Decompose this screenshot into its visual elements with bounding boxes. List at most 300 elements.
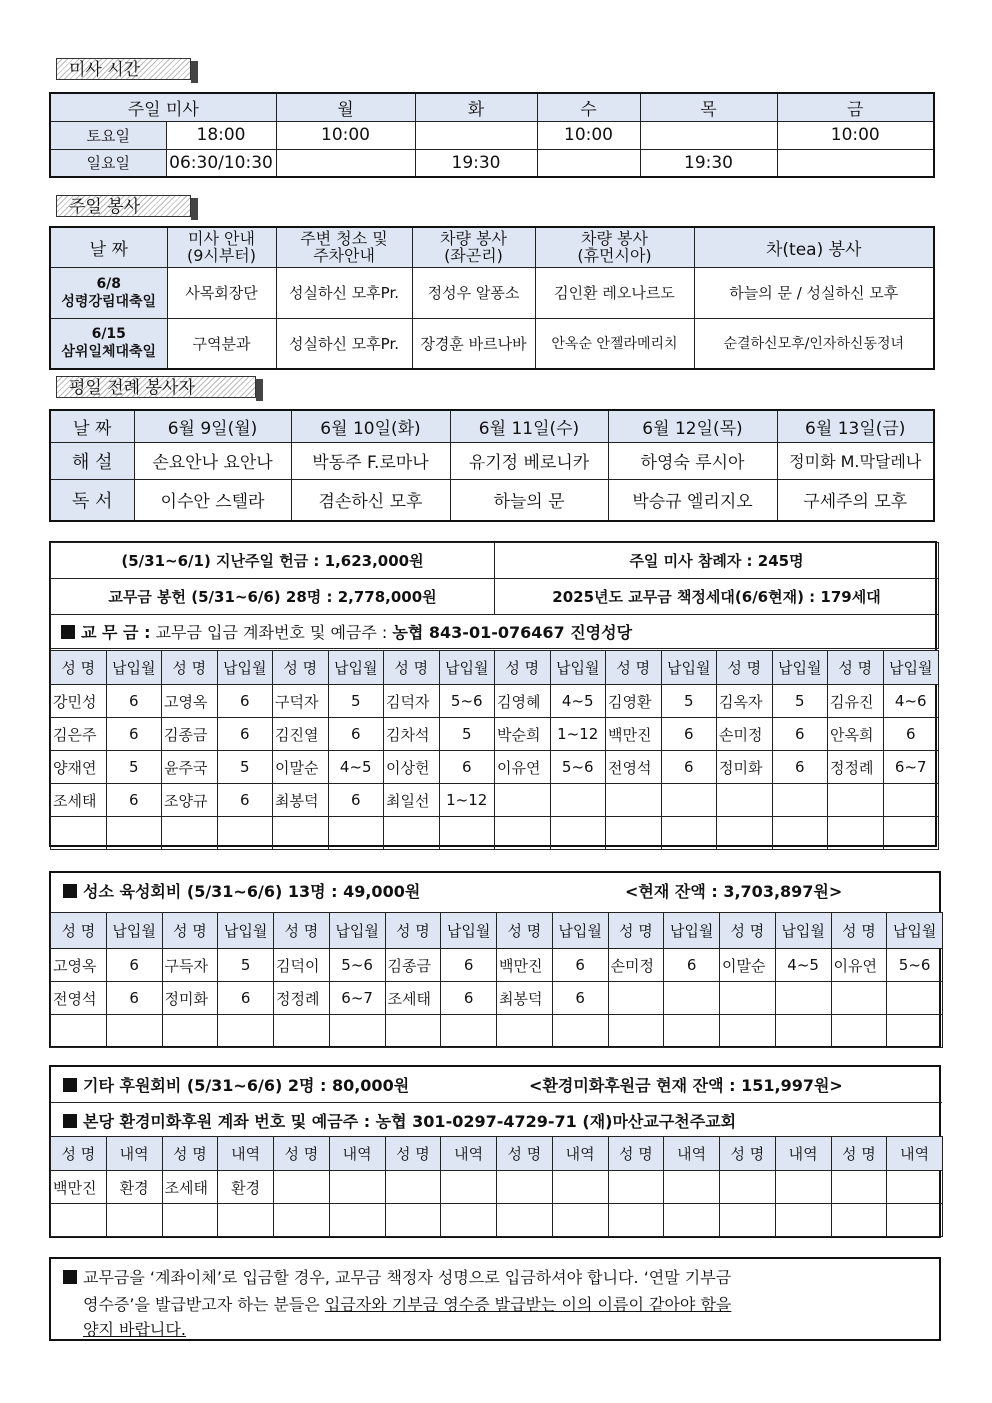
- ss-header: 차(tea) 봉사: [694, 227, 934, 267]
- value-cell: 5~6: [550, 751, 606, 784]
- value-cell: [329, 1015, 385, 1048]
- ss-feast: 성령강림대축일: [61, 293, 157, 310]
- value-cell: 6: [552, 982, 608, 1015]
- name-cell: [720, 982, 776, 1015]
- col-header-name: 성 명: [385, 1137, 441, 1171]
- value-cell: [217, 817, 273, 850]
- dues-account-label: 교 무 금 :: [81, 623, 151, 642]
- table-row: [51, 1171, 943, 1204]
- value-cell: 환경: [218, 1171, 274, 1204]
- offering-summary: (5/31~6/1) 지난주일 헌금 : 1,623,000원: [51, 543, 495, 579]
- name-cell: 이유연: [831, 949, 887, 982]
- name-cell: [51, 817, 107, 850]
- value-cell: [106, 1015, 162, 1048]
- name-cell: 손미정: [717, 718, 773, 751]
- value-cell: 4~5: [775, 949, 831, 982]
- ss-header: 주변 청소 및 주차안내: [276, 227, 412, 267]
- wd-row-label: 독 서: [50, 479, 134, 521]
- value-cell: [550, 784, 606, 817]
- value-cell: 5~6: [329, 949, 385, 982]
- name-cell: 조세태: [51, 784, 107, 817]
- value-cell: [218, 1204, 274, 1237]
- notice-text-2: 영수증’을 발급받고자 하는 분들은: [83, 1295, 325, 1314]
- name-cell: 최일선: [384, 784, 440, 817]
- name-cell: 김진열: [273, 718, 329, 751]
- col-header-name: 성 명: [274, 913, 330, 949]
- wd-cell: 박승규 엘리지오: [608, 479, 777, 521]
- col-header-value: 납입월: [661, 651, 717, 685]
- value-cell: 4~6: [883, 685, 939, 718]
- col-header-name: 성 명: [51, 651, 107, 685]
- name-cell: 구득자: [162, 949, 218, 982]
- name-cell: [274, 1015, 330, 1048]
- col-header-name: 성 명: [831, 1137, 887, 1171]
- name-cell: [497, 1204, 553, 1237]
- name-cell: 김영혜: [495, 685, 551, 718]
- mass-title-text: 미사 시간: [69, 60, 141, 80]
- value-cell: 6: [218, 982, 274, 1015]
- col-header-name: 성 명: [384, 651, 440, 685]
- name-cell: 강민성: [51, 685, 107, 718]
- value-cell: [661, 817, 717, 850]
- name-cell: 최봉덕: [273, 784, 329, 817]
- wd-header: 6월 12일(목): [608, 410, 777, 442]
- weekday-title: [56, 376, 256, 398]
- value-cell: 6: [106, 949, 162, 982]
- value-cell: 5: [439, 718, 495, 751]
- name-cell: 손미정: [608, 949, 664, 982]
- notice-underline-3: 양지 바랍니다.: [83, 1320, 186, 1339]
- name-cell: 조세태: [162, 1171, 218, 1204]
- title-shadow: [256, 379, 263, 401]
- ss-cell: 사목회장단: [167, 267, 276, 318]
- name-cell: 김유진: [828, 685, 884, 718]
- name-cell: 양재연: [51, 751, 107, 784]
- mass-header-sunday: 주일 미사: [50, 93, 276, 121]
- col-header-value: 납입월: [552, 913, 608, 949]
- table-row: [51, 784, 939, 817]
- table-row: [51, 1204, 943, 1237]
- value-cell: 6: [441, 982, 497, 1015]
- other-account: 본당 환경미화후원 계좌 번호 및 예금주 : 농협 301-0297-4729-71 (재)마산교구천주교회: [83, 1112, 737, 1131]
- name-cell: [273, 817, 329, 850]
- name-cell: 전영석: [606, 751, 662, 784]
- other-table: [50, 1136, 943, 1237]
- name-cell: 고영옥: [162, 685, 218, 718]
- col-header-name: 성 명: [606, 651, 662, 685]
- mass-section-title: [56, 58, 191, 80]
- other-title-line: [63, 1073, 409, 1096]
- ss-date: 6/8: [96, 275, 122, 292]
- notice-box: [49, 1257, 941, 1341]
- name-cell: [274, 1171, 330, 1204]
- value-cell: [328, 817, 384, 850]
- name-cell: [720, 1015, 776, 1048]
- name-cell: [831, 1171, 887, 1204]
- col-header-name: 성 명: [720, 913, 776, 949]
- value-cell: [552, 1204, 608, 1237]
- mass-cell: [640, 121, 777, 149]
- value-cell: [772, 784, 828, 817]
- attendance-summary: 주일 미사 참례자 : 245명: [495, 543, 939, 579]
- ss-cell: 정성우 알퐁소: [412, 267, 535, 318]
- ss-cell: 하늘의 문 / 성실하신 모후: [694, 267, 934, 318]
- name-cell: [608, 1204, 664, 1237]
- name-cell: 고영옥: [51, 949, 107, 982]
- col-header-value: 납입월: [775, 913, 831, 949]
- ss-date-cell: [50, 267, 167, 318]
- wd-cell: 유기정 베로니카: [450, 442, 608, 479]
- ss-cell: 성실하신 모후Pr.: [276, 267, 412, 318]
- col-header-value: 납입월: [329, 913, 385, 949]
- col-header-value: 납입월: [106, 651, 162, 685]
- col-header-value: 내역: [552, 1137, 608, 1171]
- value-cell: [664, 982, 720, 1015]
- wd-cell: 구세주의 모후: [777, 479, 934, 521]
- value-cell: 4~5: [550, 685, 606, 718]
- other-account-line: [50, 1102, 942, 1136]
- name-cell: [162, 817, 218, 850]
- col-header-value: 납입월: [887, 913, 943, 949]
- col-header-name: 성 명: [274, 1137, 330, 1171]
- col-header-value: 납입월: [328, 651, 384, 685]
- mass-cell: [276, 149, 415, 177]
- name-cell: 백만진: [606, 718, 662, 751]
- col-header-value: 내역: [329, 1137, 385, 1171]
- name-cell: [831, 982, 887, 1015]
- name-cell: [51, 1204, 107, 1237]
- ss-date-cell: [50, 318, 167, 369]
- finance-summary: [50, 542, 939, 649]
- col-header-value: 내역: [887, 1137, 943, 1171]
- value-cell: 1~12: [550, 718, 606, 751]
- value-cell: 6: [106, 784, 162, 817]
- wd-header: 날 짜: [50, 410, 134, 442]
- mass-cell: 19:30: [640, 149, 777, 177]
- name-cell: 백만진: [497, 949, 553, 982]
- value-cell: [661, 784, 717, 817]
- value-cell: [441, 1015, 497, 1048]
- col-header-name: 성 명: [497, 913, 553, 949]
- other-box: [49, 1065, 941, 1238]
- square-bullet-icon: [61, 625, 75, 639]
- vocation-balance: <현재 잔액 : 3,703,897원>: [625, 882, 843, 901]
- col-header-name: 성 명: [273, 651, 329, 685]
- name-cell: [608, 1015, 664, 1048]
- name-cell: [720, 1171, 776, 1204]
- name-cell: 윤주국: [162, 751, 218, 784]
- name-cell: [495, 784, 551, 817]
- col-header-name: 성 명: [720, 1137, 776, 1171]
- notice-underline-2: 입금자와 기부금 영수증 발급받는 이의 이름이 같아야 함을: [324, 1295, 732, 1314]
- dues-table: [50, 650, 939, 850]
- value-cell: [887, 1015, 943, 1048]
- name-cell: 전영석: [51, 982, 107, 1015]
- wd-cell: 하영숙 루시아: [608, 442, 777, 479]
- ss-cell: 장경훈 바르나바: [412, 318, 535, 369]
- ss-feast: 삼위일체대축일: [61, 344, 157, 361]
- value-cell: [883, 817, 939, 850]
- mass-cell: 10:00: [537, 121, 640, 149]
- value-cell: 6: [552, 949, 608, 982]
- ss-cell: 안옥순 안젤라메리치: [535, 318, 694, 369]
- col-header-name: 성 명: [608, 1137, 664, 1171]
- col-header-value: 내역: [218, 1137, 274, 1171]
- name-cell: [162, 1015, 218, 1048]
- value-cell: 5: [106, 751, 162, 784]
- name-cell: [831, 1204, 887, 1237]
- table-row: [51, 718, 939, 751]
- col-header-value: 내역: [664, 1137, 720, 1171]
- vocation-table: [50, 912, 943, 1048]
- name-cell: 김영환: [606, 685, 662, 718]
- col-header-name: 성 명: [831, 913, 887, 949]
- name-cell: 김옥자: [717, 685, 773, 718]
- value-cell: [775, 1015, 831, 1048]
- notice-line-1: [63, 1264, 927, 1292]
- table-row: [51, 982, 943, 1015]
- name-cell: 김은주: [51, 718, 107, 751]
- mass-header-wed: 수: [537, 93, 640, 121]
- value-cell: 5~6: [439, 685, 495, 718]
- mass-cell: [537, 149, 640, 177]
- wd-row-label: 해 설: [50, 442, 134, 479]
- name-cell: [385, 1204, 441, 1237]
- name-cell: 정정례: [828, 751, 884, 784]
- ss-cell: 구역분과: [167, 318, 276, 369]
- name-cell: 김종금: [385, 949, 441, 982]
- value-cell: 6: [772, 751, 828, 784]
- value-cell: [441, 1204, 497, 1237]
- name-cell: 이말순: [273, 751, 329, 784]
- name-cell: [495, 817, 551, 850]
- value-cell: [552, 1171, 608, 1204]
- mass-cell: 10:00: [777, 121, 934, 149]
- name-cell: 안옥희: [828, 718, 884, 751]
- square-bullet-icon: [63, 1078, 77, 1092]
- table-row: [51, 949, 943, 982]
- value-cell: 환경: [106, 1171, 162, 1204]
- ss-cell: 성실하신 모후Pr.: [276, 318, 412, 369]
- name-cell: 정정례: [274, 982, 330, 1015]
- ss-cell: 순결하신모후/인자하신동정녀: [694, 318, 934, 369]
- value-cell: [664, 1015, 720, 1048]
- wd-header: 6월 11일(수): [450, 410, 608, 442]
- other-balance: <환경미화후원금 현재 잔액 : 151,997원>: [529, 1076, 843, 1095]
- title-shadow: [191, 61, 198, 83]
- value-cell: 6: [106, 718, 162, 751]
- ss-cell: 김인환 레오나르도: [535, 267, 694, 318]
- value-cell: 6: [664, 949, 720, 982]
- col-header-name: 성 명: [162, 651, 218, 685]
- value-cell: 6: [439, 751, 495, 784]
- value-cell: [329, 1171, 385, 1204]
- name-cell: [385, 1171, 441, 1204]
- name-cell: 이유연: [495, 751, 551, 784]
- col-header-value: 납입월: [439, 651, 495, 685]
- dues-account-line: [51, 615, 939, 649]
- value-cell: 6: [661, 751, 717, 784]
- value-cell: [887, 1204, 943, 1237]
- mass-cell: [777, 149, 934, 177]
- value-cell: 6~7: [329, 982, 385, 1015]
- col-header-value: 납입월: [883, 651, 939, 685]
- name-cell: [831, 1015, 887, 1048]
- notice-text-1: 교무금을 ‘계좌이체’로 입금할 경우, 교무금 책정자 성명으로 입금하셔야 합니다. ‘연말 기부금: [83, 1268, 732, 1287]
- name-cell: [717, 817, 773, 850]
- col-header-name: 성 명: [51, 1137, 107, 1171]
- value-cell: 5: [217, 751, 273, 784]
- name-cell: [828, 817, 884, 850]
- col-header-name: 성 명: [828, 651, 884, 685]
- dues-box: [49, 541, 937, 847]
- name-cell: 정미화: [717, 751, 773, 784]
- mass-table: [49, 92, 935, 178]
- mass-cell: 06:30/10:30: [166, 149, 276, 177]
- col-header-name: 성 명: [717, 651, 773, 685]
- weekday-title-text: 평일 전례 봉사자: [69, 378, 195, 398]
- mass-header-thu: 목: [640, 93, 777, 121]
- name-cell: [384, 817, 440, 850]
- mass-cell: [415, 121, 537, 149]
- dues-account-number: 농협 843-01-076467 진영성당: [392, 623, 633, 642]
- mass-header-fri: 금: [777, 93, 934, 121]
- value-cell: [775, 1171, 831, 1204]
- value-cell: 5: [328, 685, 384, 718]
- value-cell: [439, 817, 495, 850]
- name-cell: [606, 817, 662, 850]
- col-header-value: 납입월: [106, 913, 162, 949]
- name-cell: [608, 982, 664, 1015]
- vocation-title-line: [63, 879, 420, 902]
- value-cell: [887, 1171, 943, 1204]
- wd-cell: 손요안나 요안나: [134, 442, 291, 479]
- value-cell: 1~12: [439, 784, 495, 817]
- mass-row-label: 토요일: [50, 121, 166, 149]
- col-header-value: 납입월: [218, 913, 274, 949]
- mass-cell: 19:30: [415, 149, 537, 177]
- square-bullet-icon: [63, 1270, 77, 1284]
- wd-header: 6월 13일(금): [777, 410, 934, 442]
- name-cell: 김종금: [162, 718, 218, 751]
- value-cell: 6: [217, 784, 273, 817]
- value-cell: 6: [772, 718, 828, 751]
- square-bullet-icon: [63, 884, 77, 898]
- value-cell: [329, 1204, 385, 1237]
- name-cell: [51, 1015, 107, 1048]
- value-cell: 5: [772, 685, 828, 718]
- value-cell: 6: [883, 718, 939, 751]
- value-cell: 6: [217, 685, 273, 718]
- col-header-value: 납입월: [772, 651, 828, 685]
- name-cell: 김차석: [384, 718, 440, 751]
- col-header-value: 납입월: [217, 651, 273, 685]
- wd-cell: 이수안 스텔라: [134, 479, 291, 521]
- households-summary: 2025년도 교무금 책정세대(6/6현재) : 179세대: [495, 579, 939, 615]
- wd-header: 6월 10일(화): [291, 410, 450, 442]
- value-cell: 6: [106, 982, 162, 1015]
- name-cell: 박순희: [495, 718, 551, 751]
- value-cell: 6: [106, 685, 162, 718]
- wd-header: 6월 9일(월): [134, 410, 291, 442]
- ss-header: 차량 봉사 (좌곤리): [412, 227, 535, 267]
- ss-date: 6/15: [91, 326, 126, 343]
- table-row: [51, 817, 939, 850]
- other-title: 기타 후원회비 (5/31~6/6) 2명 : 80,000원: [83, 1076, 410, 1095]
- col-header-name: 성 명: [51, 913, 107, 949]
- sunday-service-table: [49, 226, 935, 370]
- value-cell: [664, 1204, 720, 1237]
- name-cell: [274, 1204, 330, 1237]
- col-header-value: 납입월: [441, 913, 497, 949]
- value-cell: [550, 817, 606, 850]
- name-cell: 이말순: [720, 949, 776, 982]
- col-header-name: 성 명: [162, 1137, 218, 1171]
- mass-cell: 10:00: [276, 121, 415, 149]
- sunday-service-title-text: 주일 봉사: [69, 197, 141, 217]
- name-cell: [497, 1015, 553, 1048]
- name-cell: [717, 784, 773, 817]
- value-cell: [218, 1015, 274, 1048]
- value-cell: [106, 1204, 162, 1237]
- dues-account-text: 교무금 입금 계좌번호 및 예금주 :: [155, 623, 388, 642]
- name-cell: 정미화: [162, 982, 218, 1015]
- wd-cell: 하늘의 문: [450, 479, 608, 521]
- name-cell: 조세태: [385, 982, 441, 1015]
- value-cell: 6: [328, 718, 384, 751]
- col-header-value: 납입월: [664, 913, 720, 949]
- dues-summary: 교무금 봉헌 (5/31~6/6) 28명 : 2,778,000원: [51, 579, 495, 615]
- col-header-name: 성 명: [497, 1137, 553, 1171]
- name-cell: [162, 1204, 218, 1237]
- name-cell: 구덕자: [273, 685, 329, 718]
- vocation-box: [49, 871, 941, 1048]
- name-cell: 김덕이: [274, 949, 330, 982]
- name-cell: 김덕자: [384, 685, 440, 718]
- value-cell: [552, 1015, 608, 1048]
- mass-row-label: 일요일: [50, 149, 166, 177]
- title-shadow: [191, 198, 198, 220]
- name-cell: 이상헌: [384, 751, 440, 784]
- table-row: [51, 751, 939, 784]
- value-cell: 5~6: [887, 949, 943, 982]
- vocation-title: 성소 육성회비 (5/31~6/6) 13명 : 49,000원: [83, 882, 421, 901]
- wd-cell: 박동주 F.로마나: [291, 442, 450, 479]
- value-cell: [441, 1171, 497, 1204]
- col-header-name: 성 명: [385, 913, 441, 949]
- value-cell: [887, 982, 943, 1015]
- table-row: [51, 685, 939, 718]
- mass-header-mon: 월: [276, 93, 415, 121]
- name-cell: [828, 784, 884, 817]
- wd-cell: 겸손하신 모후: [291, 479, 450, 521]
- col-header-name: 성 명: [608, 913, 664, 949]
- col-header-value: 내역: [775, 1137, 831, 1171]
- name-cell: [497, 1171, 553, 1204]
- value-cell: [106, 817, 162, 850]
- table-row: [51, 1015, 943, 1048]
- notice-line-3: [63, 1318, 927, 1342]
- col-header-value: 납입월: [550, 651, 606, 685]
- name-cell: 조양규: [162, 784, 218, 817]
- value-cell: 6: [328, 784, 384, 817]
- square-bullet-icon: [63, 1114, 77, 1128]
- ss-header: 날 짜: [50, 227, 167, 267]
- col-header-name: 성 명: [162, 913, 218, 949]
- value-cell: [664, 1171, 720, 1204]
- mass-cell: 18:00: [166, 121, 276, 149]
- mass-header-tue: 화: [415, 93, 537, 121]
